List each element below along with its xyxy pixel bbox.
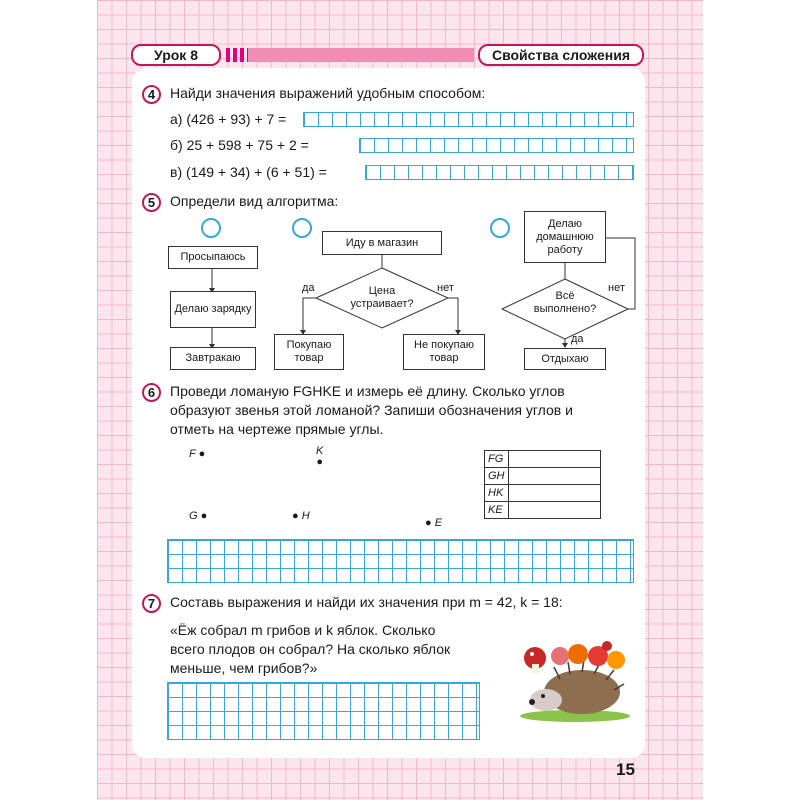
flow-box-shop: Иду в магазин (322, 231, 442, 255)
task7-story-line3: меньше, чем грибов?» (170, 660, 318, 676)
task6-text-line3: отметь на чертеже прямые углы. (170, 421, 384, 437)
point-F: F ● (189, 448, 206, 460)
lesson-label: Урок 8 (131, 44, 221, 66)
flow-box-not-buy: Не покупаю товар (403, 334, 485, 370)
point-G: G ● (189, 510, 208, 522)
topic-label: Свойства сложения (478, 44, 644, 66)
flow-condition-price: Цена устраивает? (350, 285, 414, 310)
task7-story-line1: «Ёж собрал m грибов и k яблок. Сколько (170, 622, 436, 638)
point-E: ● E (425, 517, 443, 529)
flow-condition-done: Всё выполнено? (533, 290, 597, 315)
answer-grid-task7[interactable] (167, 682, 480, 740)
flow-box-wake: Просыпаюсь (168, 246, 258, 269)
segment-label: HK (485, 485, 509, 502)
loop-no-label: нет (608, 282, 625, 294)
segment-label: GH (485, 468, 509, 485)
segment-value-cell[interactable] (508, 468, 600, 485)
task5-prompt: Определи вид алгоритма: (170, 193, 339, 209)
flow-box-breakfast: Завтракаю (170, 347, 256, 370)
task4-item-b: б) 25 + 598 + 75 + 2 = (170, 137, 309, 153)
answer-grid-task6[interactable] (167, 539, 634, 583)
task-number-6: 6 (142, 383, 161, 402)
task-number-4: 4 (142, 85, 161, 104)
branch-no-label: нет (437, 282, 454, 294)
page-number: 15 (616, 760, 635, 779)
flow-box-homework: Делаю домашнюю работу (524, 211, 606, 263)
task-number-7: 7 (142, 594, 161, 613)
segment-length-table (484, 450, 601, 519)
flow-box-exercise: Делаю зарядку (170, 291, 256, 328)
point-H: ● H (292, 510, 310, 522)
task6-text-line2: образуют звенья этой ломаной? Запиши обозначения углов и (170, 402, 573, 418)
task-number-5: 5 (142, 193, 161, 212)
loop-yes-label: да (571, 333, 584, 345)
task7-story-line2: всего плодов он собрал? На сколько яблок (170, 641, 451, 657)
point-K: K ● (316, 445, 324, 468)
hedgehog-illustration (510, 634, 640, 724)
segment-value-cell[interactable] (508, 502, 600, 519)
flow-box-rest: Отдыхаю (524, 348, 606, 370)
task7-prompt: Составь выражения и найди их значения при m = 42, k = 18: (170, 594, 563, 610)
segment-label: FG (485, 451, 509, 468)
task4-item-c: в) (149 + 34) + (6 + 51) = (170, 164, 327, 180)
task6-text-line1: Проведи ломаную FGHKE и измерь её длину. Сколько углов (170, 383, 565, 399)
flow-box-buy: Покупаю товар (274, 334, 344, 370)
task4-prompt: Найди значения выражений удобным способом: (170, 85, 486, 101)
task4-item-a: а) (426 + 93) + 7 = (170, 111, 287, 127)
segment-value-cell[interactable] (508, 451, 600, 468)
segment-value-cell[interactable] (508, 485, 600, 502)
segment-label: KE (485, 502, 509, 519)
branch-yes-label: да (302, 282, 315, 294)
